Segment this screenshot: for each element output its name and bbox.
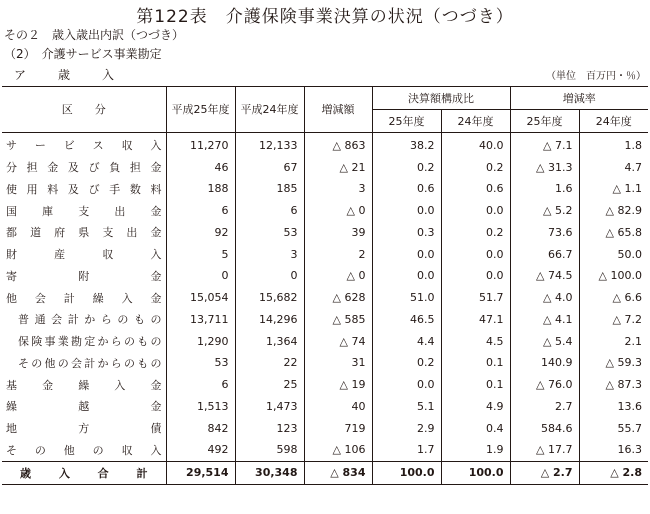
row-label: 他 会 計 繰 入 金: [2, 287, 166, 309]
cell-r25: △ 5.2: [510, 200, 579, 222]
cell-diff: △ 628: [304, 287, 372, 309]
header-composition-y24: 24年度: [441, 109, 510, 132]
cell-c25: 5.1: [372, 396, 441, 418]
cell-r25: △ 2.7: [510, 461, 579, 484]
header-h24: 平成24年度: [235, 87, 304, 133]
cell-r25: 1.6: [510, 178, 579, 200]
cell-h25: 13,711: [166, 309, 235, 331]
cell-r24: △ 1.1: [612, 182, 642, 196]
cell-h25: 11,270: [166, 132, 235, 156]
cell-h25: 842: [166, 417, 235, 439]
cell-h24: 53: [235, 222, 304, 244]
cell-diff: 2: [304, 243, 372, 265]
cell-r25: △ 4.1: [510, 309, 579, 331]
row-label: 地 方 債: [2, 417, 166, 439]
cell-h24: 12,133: [235, 132, 304, 156]
cell-c25: 100.0: [372, 461, 441, 484]
row-label: 寄 附 金: [2, 265, 166, 287]
cell-h24: 1,473: [235, 396, 304, 418]
cell-h25: 188: [166, 178, 235, 200]
cell-r25: △ 17.7: [510, 439, 579, 461]
header-rate-y25: 25年度: [510, 109, 579, 132]
cell-diff: △ 863: [304, 132, 372, 156]
table-row: [2, 200, 648, 222]
subsection-heading: （2） 介護サービス事業勘定: [4, 47, 162, 61]
cell-r24: △ 82.9: [605, 204, 642, 218]
cell-c25: 51.0: [372, 287, 441, 309]
table-body: [2, 132, 648, 484]
cell-c25: 0.0: [372, 243, 441, 265]
cell-h24: 6: [235, 200, 304, 222]
cell-r24: 4.7: [624, 160, 642, 174]
cell-h24: 67: [235, 156, 304, 178]
row-label: 歳 入 合 計: [2, 461, 166, 484]
total-row: [2, 461, 648, 484]
table-row: [2, 417, 648, 439]
cell-h24: 15,682: [235, 287, 304, 309]
row-label: 保 険 事 業 勘 定 か ら の も の: [2, 330, 166, 352]
row-label: 繰 越 金: [2, 396, 166, 418]
cell-c24: 4.5: [441, 330, 510, 352]
cell-h24: 598: [235, 439, 304, 461]
cell-h25: 46: [166, 156, 235, 178]
cell-diff: △ 74: [304, 330, 372, 352]
header-h25: 平成25年度: [166, 87, 235, 133]
cell-h25: 6: [166, 200, 235, 222]
cell-r24: 13.6: [617, 399, 642, 413]
cell-c24: 0.0: [441, 265, 510, 287]
cell-c24: 0.0: [441, 243, 510, 265]
cell-h25: 92: [166, 222, 235, 244]
cell-c24: 0.2: [441, 222, 510, 244]
cell-h24: 25: [235, 374, 304, 396]
cell-r25: △ 31.3: [510, 156, 579, 178]
header-rate-y24: 24年度: [579, 109, 648, 132]
cell-c25: 0.0: [372, 374, 441, 396]
cell-r24: △ 2.8: [610, 466, 642, 480]
table-row: [2, 287, 648, 309]
cell-r24: △ 100.0: [598, 269, 642, 283]
table-row: [2, 156, 648, 178]
table-row: [2, 309, 648, 331]
cell-c25: 0.0: [372, 200, 441, 222]
cell-h25: 492: [166, 439, 235, 461]
cell-diff: 31: [304, 352, 372, 374]
row-label: 都 道 府 県 支 出 金: [2, 222, 166, 244]
table-row: [2, 439, 648, 461]
table-row: [2, 222, 648, 244]
table-row: [2, 178, 648, 200]
table-row: [2, 396, 648, 418]
cell-h25: 29,514: [166, 461, 235, 484]
cell-c25: 0.2: [372, 156, 441, 178]
cell-h25: 53: [166, 352, 235, 374]
cell-r25: 584.6: [510, 417, 579, 439]
unit-note: （単位 百万円・％）: [546, 71, 646, 82]
row-label: 財 産 収 入: [2, 243, 166, 265]
cell-r25: 73.6: [510, 222, 579, 244]
cell-r25: 140.9: [510, 352, 579, 374]
cell-c25: 0.3: [372, 222, 441, 244]
cell-diff: △ 106: [304, 439, 372, 461]
row-label: サ ー ビ ス 収 入: [2, 132, 166, 156]
cell-r24: 1.8: [624, 138, 642, 152]
cell-diff: △ 585: [304, 309, 372, 331]
cell-h25: 15,054: [166, 287, 235, 309]
cell-r24: 50.0: [617, 247, 642, 261]
cell-r25: △ 76.0: [510, 374, 579, 396]
cell-h24: 30,348: [235, 461, 304, 484]
cell-diff: △ 19: [304, 374, 372, 396]
table-row: [2, 265, 648, 287]
page-title: 第122表 介護保険事業決算の状況（つづき）: [136, 7, 514, 27]
table-row: [2, 352, 648, 374]
settlement-table: [2, 86, 648, 485]
cell-diff: 39: [304, 222, 372, 244]
cell-c25: 0.6: [372, 178, 441, 200]
cell-h24: 1,364: [235, 330, 304, 352]
table-row: [2, 243, 648, 265]
cell-r24: 2.1: [624, 334, 642, 348]
cell-c25: 0.0: [372, 265, 441, 287]
row-label: 国 庫 支 出 金: [2, 200, 166, 222]
cell-c24: 0.4: [441, 417, 510, 439]
row-label: 基 金 繰 入 金: [2, 374, 166, 396]
cell-r24: △ 87.3: [605, 378, 642, 392]
cell-r24: 16.3: [617, 443, 642, 457]
cell-r25: △ 74.5: [510, 265, 579, 287]
cell-r24: △ 65.8: [605, 225, 642, 239]
cell-c24: 0.6: [441, 178, 510, 200]
row-label: そ の 他 の 会 計 か ら の も の: [2, 352, 166, 374]
cell-diff: △ 21: [304, 156, 372, 178]
cell-h24: 14,296: [235, 309, 304, 331]
cell-r24: △ 7.2: [612, 312, 642, 326]
cell-c24: 4.9: [441, 396, 510, 418]
row-label: 使 用 料 及 び 手 数 料: [2, 178, 166, 200]
table-row: [2, 374, 648, 396]
section-heading: その２ 歳入歳出内訳（つづき）: [4, 28, 185, 42]
cell-c24: 47.1: [441, 309, 510, 331]
cell-c24: 100.0: [441, 461, 510, 484]
cell-c24: 40.0: [441, 132, 510, 156]
cell-diff: △ 0: [304, 200, 372, 222]
header-composition: 決算額構成比: [372, 87, 510, 110]
cell-r24: △ 6.6: [612, 291, 642, 305]
cell-h25: 5: [166, 243, 235, 265]
cell-r24: △ 59.3: [605, 356, 642, 370]
cell-h25: 6: [166, 374, 235, 396]
cell-r25: 2.7: [510, 396, 579, 418]
row-label: 普 通 会 計 か ら の も の: [2, 309, 166, 331]
part-heading: ア 歳 入: [14, 68, 125, 82]
header-rate: 増減率: [510, 87, 648, 110]
cell-diff: △ 834: [304, 461, 372, 484]
row-label: そ の 他 の 収 入: [2, 439, 166, 461]
cell-h24: 0: [235, 265, 304, 287]
cell-diff: 40: [304, 396, 372, 418]
cell-r25: △ 5.4: [510, 330, 579, 352]
cell-c25: 46.5: [372, 309, 441, 331]
cell-h25: 1,290: [166, 330, 235, 352]
header-change: 増減額: [304, 87, 372, 133]
cell-c25: 2.9: [372, 417, 441, 439]
cell-diff: 3: [304, 178, 372, 200]
cell-h24: 185: [235, 178, 304, 200]
table-row: [2, 132, 648, 156]
cell-c25: 0.2: [372, 352, 441, 374]
cell-c24: 1.9: [441, 439, 510, 461]
cell-h24: 3: [235, 243, 304, 265]
cell-c24: 0.2: [441, 156, 510, 178]
cell-h25: 1,513: [166, 396, 235, 418]
header-composition-y25: 25年度: [372, 109, 441, 132]
cell-diff: △ 0: [304, 265, 372, 287]
cell-c25: 38.2: [372, 132, 441, 156]
cell-h24: 123: [235, 417, 304, 439]
cell-c24: 0.1: [441, 352, 510, 374]
cell-r24: 55.7: [617, 421, 642, 435]
cell-c25: 4.4: [372, 330, 441, 352]
cell-c24: 51.7: [441, 287, 510, 309]
cell-h25: 0: [166, 265, 235, 287]
header-category: 区 分: [2, 87, 166, 133]
cell-c24: 0.0: [441, 200, 510, 222]
cell-h24: 22: [235, 352, 304, 374]
cell-r25: 66.7: [510, 243, 579, 265]
table-row: [2, 330, 648, 352]
cell-c24: 0.1: [441, 374, 510, 396]
row-label: 分 担 金 及 び 負 担 金: [2, 156, 166, 178]
cell-diff: 719: [304, 417, 372, 439]
cell-c25: 1.7: [372, 439, 441, 461]
cell-r25: △ 7.1: [510, 132, 579, 156]
cell-r25: △ 4.0: [510, 287, 579, 309]
